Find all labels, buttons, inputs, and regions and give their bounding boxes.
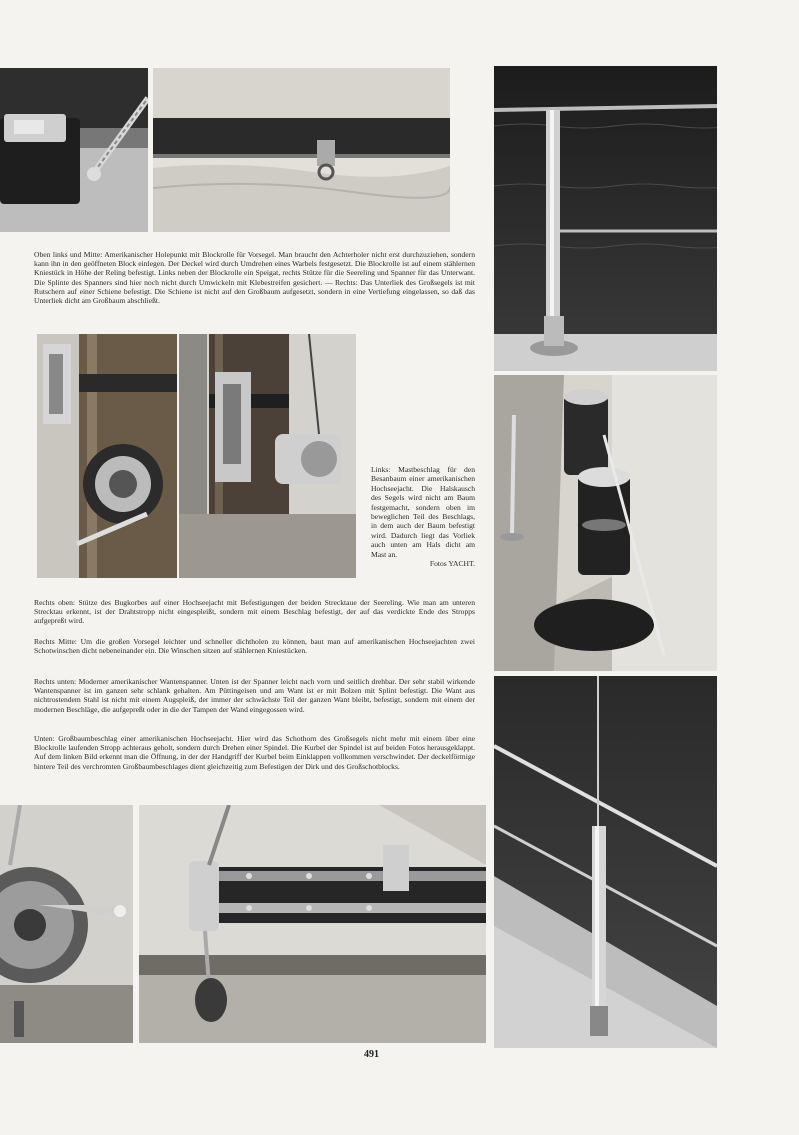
photo-bow-pulpit (494, 66, 717, 371)
photo-mast-fitting-right (179, 334, 356, 578)
page-number: 491 (364, 1049, 379, 1060)
photo-boom-fitting-right (139, 805, 486, 1043)
photo-fairlead-block (0, 68, 148, 232)
caption-rechts-mitte: Rechts Mitte: Um die großen Vorsegel leichter und schneller dichtholen zu können, baut man auf amerikanischen Hochseejachten zwei Schotwinschen dicht nebeneinander ein. Die Winschen sitzen auf stählernen Kniestücken. (34, 637, 475, 656)
photo-sheet-winches (494, 375, 717, 671)
caption-unten: Unten: Großbaumbeschlag einer amerikanischen Hochseejacht. Hier wird das Schothorn des Großsegels nicht mehr mit einem über eine Blockrolle laufenden Stropp achteraus geholt, sondern durch Drehen einer Spindel. Die Kurbel der Spindel ist auf beiden Fotos herausgeklappt. Auf dem linken Bild erkennt man die Öffnung, in der der Handgriff der Kurbel beim Einklappen vollkommen verschwindet. Der deckelförmige hintere Teil des verchromten Großbaumbeschlages dient gleichzeitig zum Befestigen der Dirk und des Großschotblocks. (34, 734, 475, 771)
caption-rechts-oben: Rechts oben: Stütze des Bugkorbes auf einer Hochseejacht mit Befestigungen der beiden Strecktaue der Seereling. Wie man am unteren Strecktau erkennt, ist der Drahtstropp nicht eingespleißt, sondern mit einem Beschlag befestigt, der auf das verdickte Ende des Stropps aufgepreßt wird. (34, 598, 475, 626)
photo-turnbuckle (494, 676, 717, 1048)
caption-rechts-unten: Rechts unten: Moderner amerikanischer Wantenspanner. Unten ist der Spanner leicht nach vorn und seitlich drehbar. Der sehr stabil wirkende Wantenspanner ist im ganzen sehr schlank gehalten. Am Püttingeisen und am Want ist er mit Bolzen mit Splint befestigt. Die Want aus nichtrostendem Stahl ist nicht mit einem Augspleiß, der immer der schwächste Teil der ganzen Want bleibt, befestigt, sondern mit einem der modernen Beschläge, die aufgepreßt oder in die der Tampen der Wand eingegossen wird. (34, 677, 475, 714)
caption-top: Oben links und Mitte: Amerikanischer Holepunkt mit Blockrolle für Vorsegel. Man braucht den Achterholer nicht erst durchzuziehen, sondern kann ihn in den geöffneten Block einlegen. Der Deckel wird durch Umdrehen eines Warbels festgesetzt. Die Blockrolle ist auf einem stählernen Kniestück in Höhe der Reling befestigt. Links neben der Blockrolle ein Speigat, rechts Stütze für die Seereling und Spanner für das Unterwant. Die Splinte des Spanners sind hier noch nicht durch Umwickeln mit Klebestreifen gesichert. — Rechts: Das Unterliek des Großsegels ist mit Rutschern auf einer Schiene befestigt. Die Schiene ist nicht auf den Großbaum aufgesetzt, sondern in eine Vertiefung eingelassen, so daß das Unterliek dicht am Großbaum abschließt. (34, 250, 475, 306)
photo-credit: Fotos YACHT. (429, 559, 475, 569)
photo-boom-crank-left (0, 805, 133, 1043)
caption-mast-fitting (371, 465, 475, 568)
photo-boom-rail (153, 68, 450, 232)
photo-mast-fitting-left (37, 334, 177, 578)
mast-caption-text: Links: Mastbeschlag für den Besanbaum einer amerikanischen Hochseejacht. Die Halskausch des Segels wird nicht am Baum festgemacht, sondern oben im beweglichen Teil des Beschlags, in dem auch der Baum befestigt wird. Dadurch liegt das Vorliek auch unten am Hals dicht am Mast an. (371, 465, 475, 559)
